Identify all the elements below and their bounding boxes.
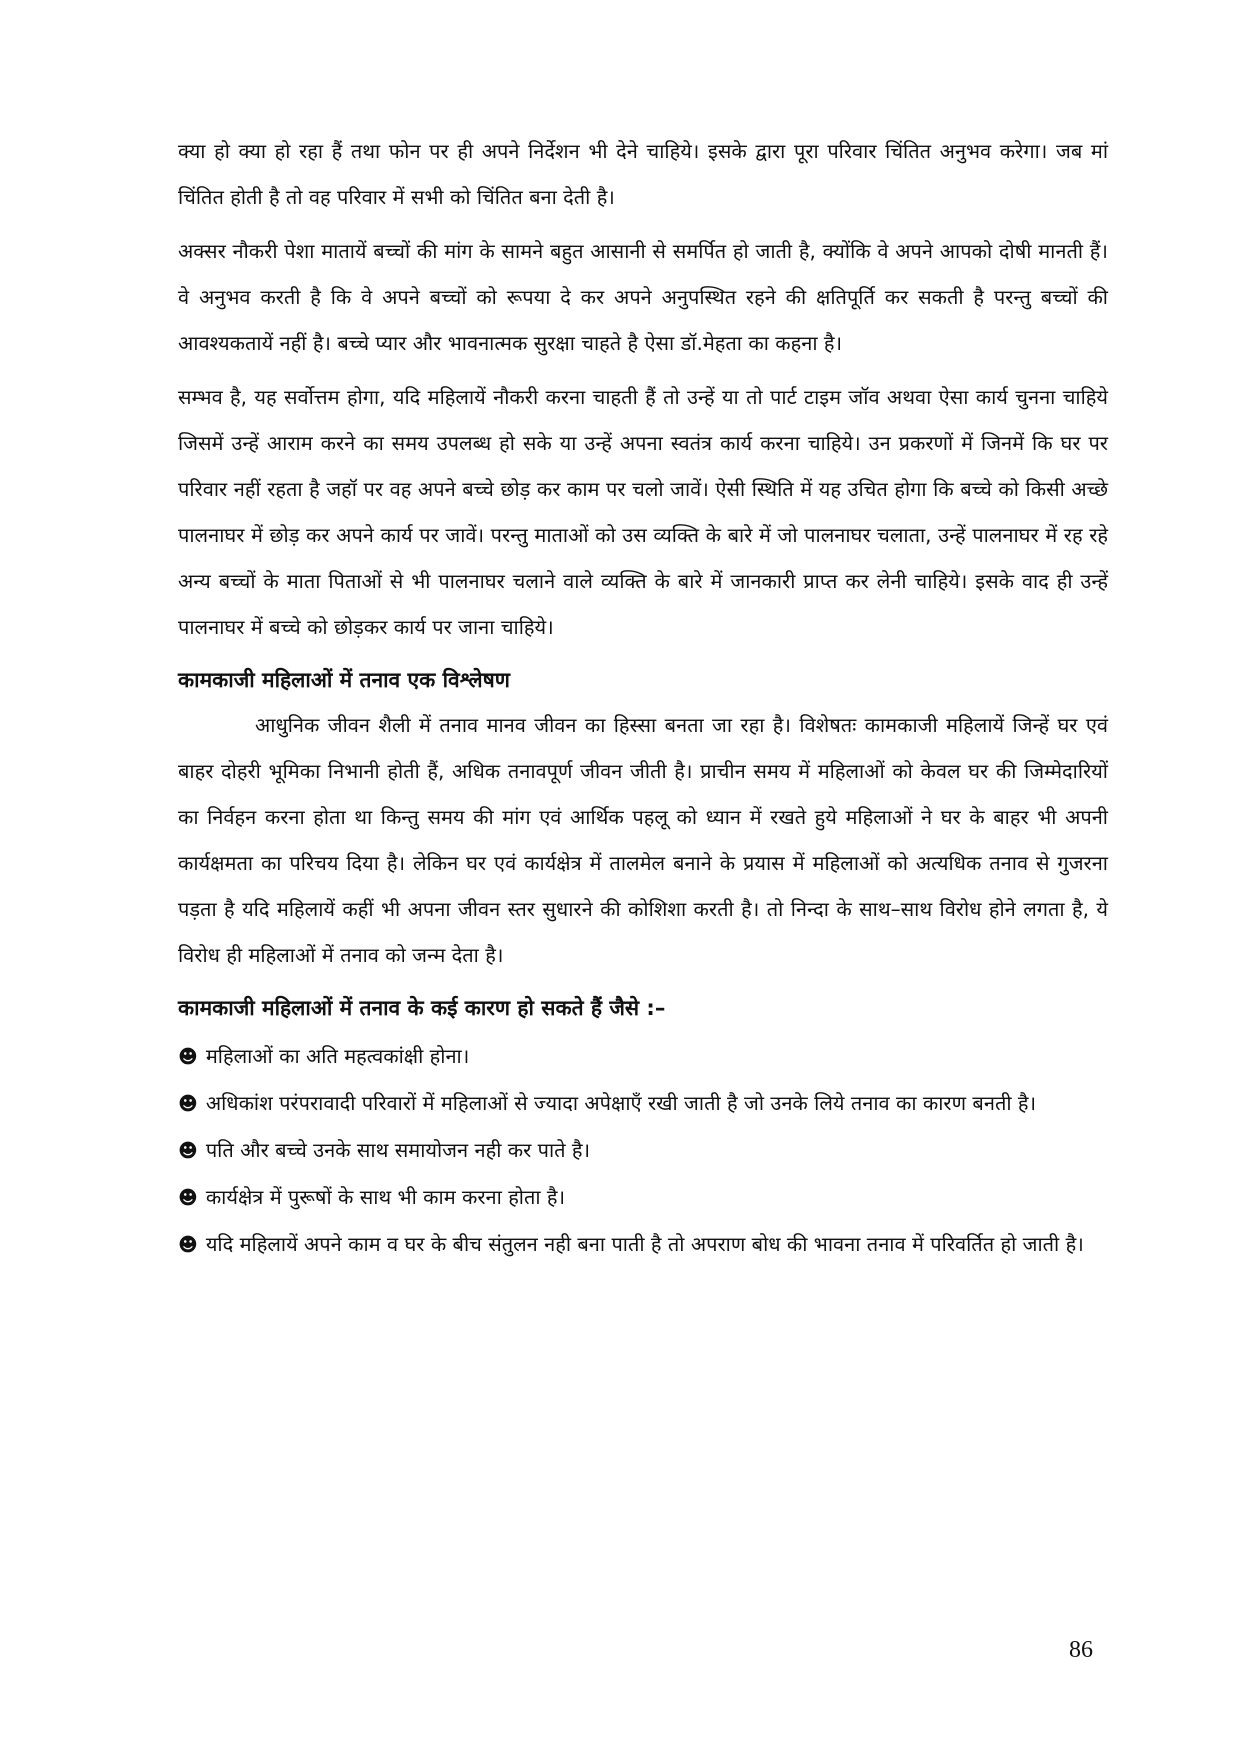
list-item	[178, 1222, 1108, 1267]
list-item	[178, 1128, 1108, 1173]
section-heading-stress-analysis: कामकाजी महिलाओं में तनाव एक विश्लेषण	[178, 668, 510, 692]
list-item-text: महिलाओं का अति महत्वकांक्षी होना।	[205, 1044, 470, 1068]
smiley-bullet-icon: ☻	[178, 1093, 198, 1115]
document-page	[178, 128, 1108, 1269]
list-item	[178, 1034, 1108, 1079]
smiley-bullet-icon: ☻	[178, 1234, 198, 1256]
list-item-text: कार्यक्षेत्र में पुरूषों के साथ भी काम करना होता है।	[205, 1185, 566, 1209]
smiley-bullet-icon: ☻	[178, 1140, 198, 1162]
list-item	[178, 1175, 1108, 1220]
smiley-bullet-icon: ☻	[178, 1187, 198, 1209]
paragraph-working-mothers: अक्सर नौकरी पेशा मातायें बच्चों की मांग के सामने बहुत आसानी से समर्पित हो जाती है, क्योंकि वे अपने आपको दोषी मानती हैं। वे अनुभव करती है कि वे अपने बच्चों को रूपया दे कर अपने अनुपस्थित रहने की क्षतिपूर्ति कर सकती है परन्तु बच्चों की आवश्यकतायें नहीं है। बच्चे प्यार और भावनात्मक सुरक्षा चाहते है ऐसा डॉ.मेहता का कहना है।	[178, 239, 1108, 355]
list-item-text: अधिकांश परंपरावादी परिवारों में महिलाओं से ज्यादा अपेक्षाएँ रखी जाती है जो उनके लिये तनाव का कारण बनती है।	[205, 1091, 1037, 1115]
section-heading-stress-causes: कामकाजी महिलाओं में तनाव के कई कारण हो सकते हैं जैसे :–	[178, 996, 666, 1020]
smiley-bullet-icon: ☻	[178, 1046, 198, 1068]
list-item-text: पति और बच्चे उनके साथ समायोजन नही कर पाते है।	[205, 1138, 591, 1162]
page-number: 86	[1069, 1637, 1093, 1663]
paragraph-stress-analysis: आधुनिक जीवन शैली में तनाव मानव जीवन का हिस्सा बनता जा रहा है। विशेषतः कामकाजी महिलायें जिन्हें घर एवं बाहर दोहरी भूमिका निभानी होती हैं, अधिक तनावपूर्ण जीवन जीती है। प्राचीन समय में महिलाओं को केवल घर की जिम्मेदारियों का निर्वहन करना होता था किन्तु समय की मांग एवं आर्थिक पहलू को ध्यान में रखते हुये महिलाओं ने घर के बाहर भी अपनी कार्यक्षमता का परिचय दिया है। लेकिन घर एवं कार्यक्षेत्र में तालमेल बनाने के प्रयास में महिलाओं को अत्यधिक तनाव से गुजरना पड़ता है यदि महिलायें कहीं भी अपना जीवन स्तर सुधारने की कोशिशा करती है। तो निन्दा के साथ–साथ विरोध होने लगता है, ये विरोध ही महिलाओं में तनाव को जन्म देता है।	[178, 713, 1108, 967]
paragraph-continuation: क्या हो क्या हो रहा हैं तथा फोन पर ही अपने निर्देशन भी देने चाहिये। इसके द्वारा पूरा परिवार चिंतित अनुभव करेगा। जब मां चिंतित होती है तो वह परिवार में सभी को चिंतित बना देती है।	[178, 139, 1108, 209]
paragraph-daycare: सम्भव है, यह सर्वोत्तम होगा, यदि महिलायें नौकरी करना चाहती हैं तो उन्हें या तो पार्ट टाइम जॉव अथवा ऐसा कार्य चुनना चाहिये जिसमें उन्हें आराम करने का समय उपलब्ध हो सके या उन्हें अपना स्वतंत्र कार्य करना चाहिये। उन प्रकरणों में जिनमें कि घर पर परिवार नहीं रहता है जहॉ पर वह अपने बच्चे छोड़ कर काम पर चलो जावें। ऐसी स्थिति में यह उचित होगा कि बच्चे को किसी अच्छे पालनाघर में छोड़ कर अपने कार्य पर जावें। परन्तु माताओं को उस व्यक्ति के बारे में जो पालनाघर चलाता, उन्हें पालनाघर में रह रहे अन्य बच्चों के माता पिताओं से भी पालनाघर चलाने वाले व्यक्ति के बारे में जानकारी प्राप्त कर लेनी चाहिये। इसके वाद ही उन्हें पालनाघर में बच्चे को छोड़कर कार्य पर जाना चाहिये।	[178, 385, 1108, 639]
list-item-text: यदि महिलायें अपने काम व घर के बीच संतुलन नही बना पाती है तो अपराण बोध की भावना तनाव में परिवर्तित हो जाती है।	[205, 1232, 1084, 1256]
stress-causes-list	[178, 1034, 1108, 1267]
list-item	[178, 1081, 1108, 1126]
